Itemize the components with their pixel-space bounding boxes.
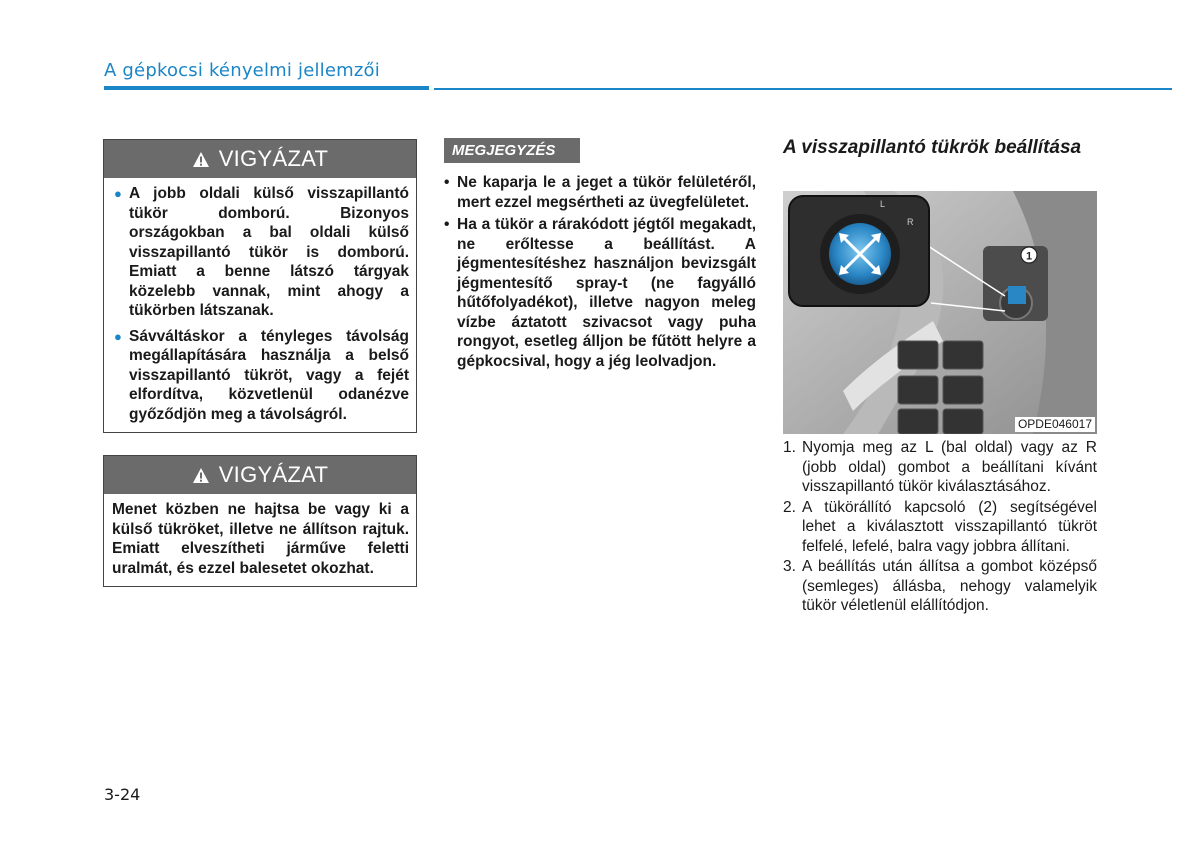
left-mirror-button-label: L [880, 199, 886, 209]
image-code: OPDE046017 [1015, 417, 1095, 432]
caution-box-2 [103, 455, 417, 587]
caution-header [104, 456, 416, 494]
callout-number: 1 [1025, 250, 1033, 263]
caution-item-text: Sávváltáskor a tényleges távolság megállapítására használja a belső visszapillantó tükröt, vagy a fejét elfordítva, közvetlenül odanézve győződjön meg a távolságról. [129, 327, 409, 423]
mirror-control-photo [783, 191, 1097, 434]
caution-header [104, 140, 416, 178]
caution-label: VIGYÁZAT [218, 146, 329, 171]
warning-triangle-icon [192, 151, 210, 168]
note-item-text: Ne kaparja le a jeget a tükör felületéről, mert ezzel megsértheti az üvegfelületet. [457, 174, 756, 211]
step-text: A beállítás után állítsa a gombot középső (semleges) állásba, nehogy valamelyik tükör véletlenül elállítódjon. [802, 558, 1097, 614]
step-number: 2. [783, 498, 796, 516]
step-number: 1. [783, 439, 796, 456]
header-rule-thin [434, 88, 1172, 90]
steps-list [783, 438, 1097, 617]
section-header-title: A gépkocsi kényelmi jellemzői [104, 60, 380, 81]
note-list [444, 173, 756, 374]
step-item [783, 438, 1097, 497]
note-label: MEGJEGYZÉS [444, 138, 580, 163]
caution-item [112, 327, 409, 425]
step-item [783, 557, 1097, 616]
page-number: 3-24 [104, 785, 141, 804]
step-number: 3. [783, 558, 796, 575]
bullet-icon: ● [114, 186, 122, 201]
right-mirror-button-label: R [907, 217, 914, 227]
caution-box-1 [103, 139, 417, 433]
step-text: A tükörállító kapcsoló (2) segítségével lehet a kiválasztott visszapillantó tükröt felfelé, lefelé, balra vagy jobbra állítani. [802, 498, 1097, 555]
note-item: • Ne kaparja le a jeget a tükör felületéről, mert ezzel megsértheti az üvegfelületet. [444, 174, 756, 211]
step-item [783, 498, 1097, 557]
header-rule-thick [104, 86, 429, 90]
caution-item-text: A jobb oldali külső visszapillantó tükör domború. Bizonyos országokban a bal oldali külső visszapillantó tükör is domború. Emiatt a benne látszó tárgyak közelebb vannak, mint ahogy a tükörben látszanak. [129, 185, 409, 319]
note-item: • Ha a tükör a rárakódott jégtől megakadt, ne erőltesse a beállítást. A jégmentesítéshez használjon bevizsgált jégmentesítő spray-t (ne fagyálló hűtőfolyadékot), illetve nagyon meleg vízbe áztatott szivacsot vagy puha rongyot, esetleg álljon be fűtött helyre a gépkocsival, hogy a jég leolvadjon. [444, 216, 756, 370]
caution-item [112, 184, 409, 321]
section-title: A visszapillantó tükrök beállítása [783, 137, 1082, 158]
bullet-icon: ● [114, 328, 122, 344]
caution-text: Menet közben ne hajtsa be vagy ki a külső tükröket, illetve ne állítson rajtuk. Emiatt elveszítheti járműve feletti uralmát, és ezzel balesetet okozhat. [112, 501, 409, 577]
note-item-text: Ha a tükör a rárakódott jégtől megakadt, ne erőltesse a beállítást. A jégmentesítéshez használjon bevizsgált jégmentesítő spray-t (ne fagyálló hűtőfolyadékot), illetve nagyon meleg vízbe áztatott szivacsot vagy puha rongyot, esetleg álljon be fűtött helyre a gépkocsival, hogy a jég leolvadjon. [457, 216, 756, 370]
warning-triangle-icon [192, 467, 210, 484]
caution-label: VIGYÁZAT [218, 462, 329, 487]
step-text: Nyomja meg az L (bal oldal) vagy az R (jobb oldal) gombot a beállítani kívánt visszapillantó tükör kiválasztásához. [802, 439, 1097, 495]
door-panel-illustration [783, 191, 1097, 434]
